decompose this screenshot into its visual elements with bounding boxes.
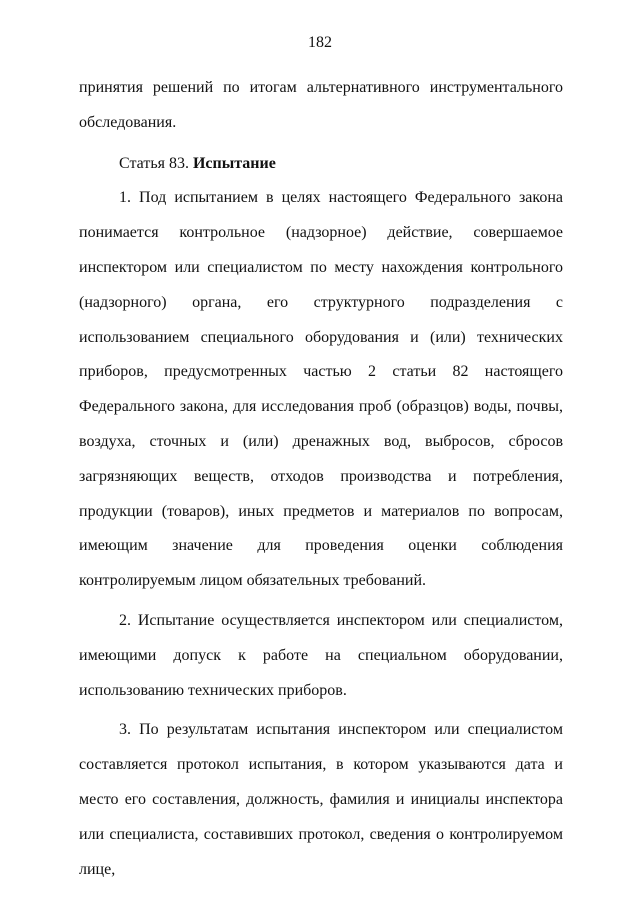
article-label: Статья 83. [119, 154, 189, 172]
paragraph-2: 2. Испытание осуществляется инспектором или специалистом, имеющими допуск к работе на специальном оборудовании, использованию технических приборов. [79, 611, 563, 699]
document-body [79, 71, 563, 887]
page-number: 182 [308, 34, 332, 51]
paragraph-3: 3. По результатам испытания инспектором или специалистом составляется протокол испытания, в котором указываются дата и место его составления, должность, фамилия и инициалы инспектора или специалиста, составивших протокол, сведения о контролируемом лице, [79, 721, 563, 878]
intro-paragraph: принятия решений по итогам альтернативного инструментального обследования. [79, 79, 563, 131]
article-title: Испытание [192, 154, 276, 172]
article-heading [79, 147, 563, 182]
paragraph-1: 1. Под испытанием в целях настоящего Федерального закона понимается контрольное (надзорное) действие, совершаемое инспектором или специалистом по месту нахождения контрольного (надзорного) органа, его структурного подразделения с использованием специального оборудования и (или) технических приборов, предусмотренных частью 2 статьи 82 настоящего Федерального закона, для исследования проб (образцов) воды, почвы, воздуха, сточных и (или) дренажных вод, выбросов, сбросов загрязняющих веществ, отходов производства и потребления, продукции (товаров), иных предметов и материалов по вопросам, имеющим значение для проведения оценки соблюдения контролируемым лицом обязательных требований. [79, 189, 563, 590]
